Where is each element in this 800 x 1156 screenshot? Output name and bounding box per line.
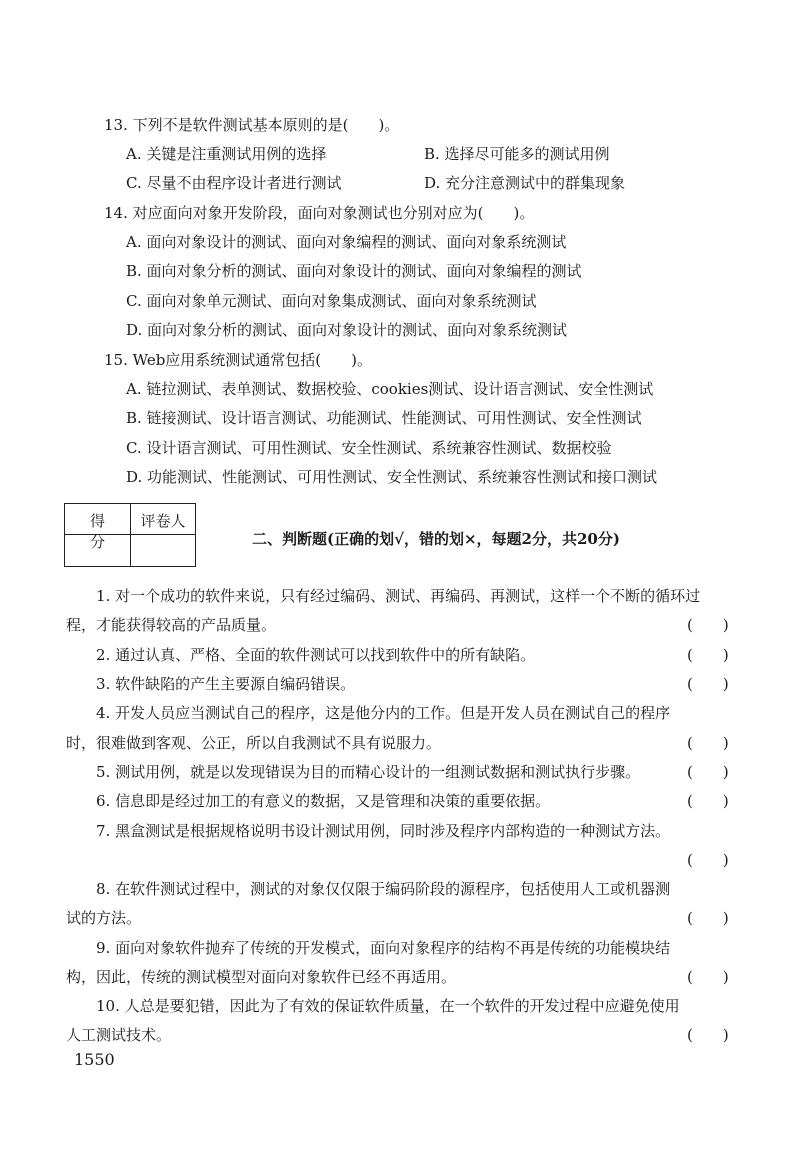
q15-option-b: B. 链接测试、设计语言测试、功能测试、性能测试、可用性测试、安全性测试 (126, 409, 642, 427)
tf-q9-answer-blank[interactable]: ( ) (687, 968, 729, 986)
section-2-title: 二、判断题(正确的划√，错的划×，每题2分，共20分) (252, 530, 620, 548)
tf-q3-answer-blank[interactable]: ( ) (687, 675, 729, 693)
tf-q8-answer-blank[interactable]: ( ) (687, 909, 729, 927)
q13-stem: 13. 下列不是软件测试基本原则的是( )。 (104, 116, 400, 134)
q14-stem: 14. 对应面向对象开发阶段，面向对象测试也分别对应为( )。 (104, 204, 535, 222)
tf-q1-line1: 1. 对一个成功的软件来说，只有经过编码、测试、再编码、再测试，这样一个不断的循环过 (96, 587, 701, 605)
q13-option-b: B. 选择尽可能多的测试用例 (424, 145, 610, 163)
tf-q3-text: 3. 软件缺陷的产生主要源自编码错误。 (96, 675, 356, 693)
q14-option-a: A. 面向对象设计的测试、面向对象编程的测试、面向对象系统测试 (126, 233, 567, 251)
q13-option-c: C. 尽量不由程序设计者进行测试 (126, 174, 342, 192)
tf-q8-line1: 8. 在软件测试过程中，测试的对象仅仅限于编码阶段的源程序，包括使用人工或机器测 (96, 880, 671, 898)
q15-option-d: D. 功能测试、性能测试、可用性测试、安全性测试、系统兼容性测试和接口测试 (126, 468, 658, 486)
tf-q7-answer-blank[interactable]: ( ) (687, 851, 729, 869)
q14-option-b: B. 面向对象分析的测试、面向对象设计的测试、面向对象编程的测试 (126, 262, 582, 280)
tf-q4-line2: 时，很难做到客观、公正，所以自我测试不具有说服力。 (66, 734, 442, 752)
tf-q6-answer-blank[interactable]: ( ) (687, 792, 729, 810)
q15-option-c: C. 设计语言测试、可用性测试、安全性测试、系统兼容性测试、数据校验 (126, 439, 612, 457)
score-table (64, 503, 196, 567)
tf-q1-line2: 程，才能获得较高的产品质量。 (66, 616, 277, 634)
tf-q10-line2: 人工测试技术。 (66, 1026, 172, 1044)
score-label: 得 分 (89, 512, 113, 551)
tf-q10-line1: 10. 人总是要犯错，因此为了有效的保证软件质量，在一个软件的开发过程中应避免使用 (96, 997, 680, 1015)
page-number: 1550 (74, 1050, 115, 1069)
q14-option-c: C. 面向对象单元测试、面向对象集成测试、面向对象系统测试 (126, 292, 537, 310)
tf-q7-text: 7. 黑盒测试是根据规格说明书设计测试用例，同时涉及程序内部构造的一种测试方法。 (96, 822, 671, 840)
tf-q4-line1: 4. 开发人员应当测试自己的程序，这是他分内的工作。但是开发人员在测试自己的程序 (96, 704, 671, 722)
tf-q9-line2: 构，因此，传统的测试模型对面向对象软件已经不再适用。 (66, 968, 457, 986)
tf-q10-answer-blank[interactable]: ( ) (687, 1026, 729, 1044)
q13-option-d: D. 充分注意测试中的群集现象 (424, 174, 626, 192)
q15-option-a: A. 链拉测试、表单测试、数据校验、cookies测试、设计语言测试、安全性测试 (126, 380, 654, 398)
tf-q5-text: 5. 测试用例，就是以发现错误为目的而精心设计的一组测试数据和测试执行步骤。 (96, 763, 641, 781)
q14-option-d: D. 面向对象分析的测试、面向对象设计的测试、面向对象系统测试 (126, 321, 568, 339)
q13-option-a: A. 关键是注重测试用例的选择 (126, 145, 327, 163)
tf-q2-answer-blank[interactable]: ( ) (687, 646, 729, 664)
tf-q2-text: 2. 通过认真、严格、全面的软件测试可以找到软件中的所有缺陷。 (96, 646, 536, 664)
tf-q1-answer-blank[interactable]: ( ) (687, 616, 729, 634)
tf-q8-line2: 试的方法。 (66, 909, 142, 927)
tf-q9-line1: 9. 面向对象软件抛弃了传统的开发模式，面向对象程序的结构不再是传统的功能模块结 (96, 939, 671, 957)
tf-q4-answer-blank[interactable]: ( ) (687, 734, 729, 752)
tf-q5-answer-blank[interactable]: ( ) (687, 763, 729, 781)
q15-stem: 15. Web应用系统测试通常包括( )。 (104, 351, 373, 369)
tf-q6-text: 6. 信息即是经过加工的有意义的数据，又是管理和决策的重要依据。 (96, 792, 551, 810)
grader-label: 评卷人 (140, 512, 186, 530)
